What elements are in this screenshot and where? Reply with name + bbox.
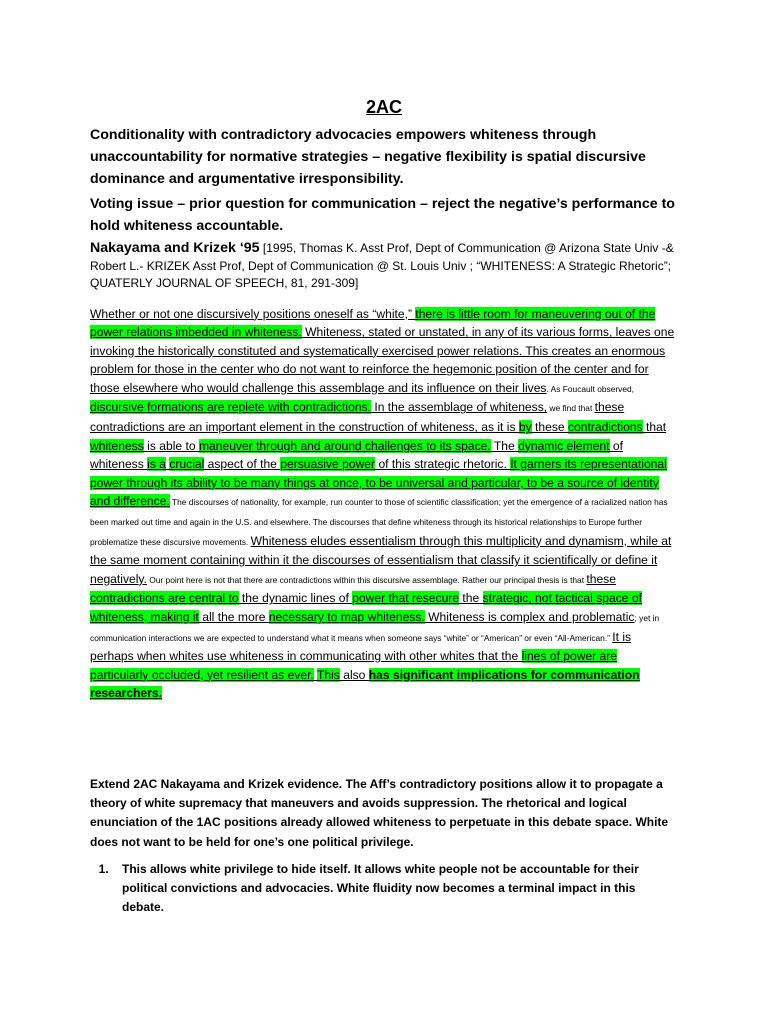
- impact-list: [90, 860, 678, 918]
- card-small-text: Our point here is not that there are contradictions within this discursive assemblage. Rather our principal thesis is that: [146, 574, 587, 585]
- card-text: It is perhaps when whites use whiteness in communicating with other whites that the: [90, 629, 632, 664]
- card-text: In the assemblage of whiteness,: [370, 400, 548, 415]
- card-text: these contradictions are an important element in the construction of whiteness, as it is: [90, 400, 625, 435]
- card-highlight: necessary to map whiteness.: [268, 610, 425, 624]
- evidence-card: [90, 305, 678, 703]
- card-highlight: has significant implications for communication researchers.: [90, 667, 640, 701]
- card-text: of this strategic rhetoric.: [375, 457, 511, 472]
- card-small-text: . As Foucault observed,: [546, 383, 635, 394]
- card-highlight: contradictions: [567, 420, 643, 435]
- card-small-text: we find that: [547, 403, 595, 414]
- card-text: these: [531, 420, 568, 435]
- card-highlight: crucial: [169, 457, 205, 472]
- card-text: Whether or not one discursively positions oneself as “white,”: [90, 306, 416, 321]
- card-text: aspect of the: [204, 457, 281, 472]
- card-highlight: It garners its representational power through its ability to be many things at once, to be universal and particular, to be a source of identity and difference.: [90, 457, 667, 509]
- citation-author: Nakayama and Krizek ‘95: [90, 240, 260, 256]
- card-text: also: [339, 667, 369, 682]
- card-text: Whiteness is complex and problematic: [424, 610, 635, 624]
- card-text: the dynamic lines of: [238, 591, 353, 606]
- tag-line-2: Voting issue – prior question for communication – reject the negative’s performance to hold whiteness accountable.: [90, 196, 675, 234]
- card-small-text: ; yet in communication interactions we are expected to understand what it means when someone says “white” or “American” or even “All-American.”: [90, 613, 660, 643]
- citation: [90, 240, 678, 293]
- card-text: the: [459, 591, 483, 606]
- card-small-text: The discourses of nationality, for example, run counter to those of scientific classification; yet the emergence of a racialized nation has been marked out time and again in the U.S. and elsewhere. The discourses that define whiteness through its historical relationships to Europe further problematize these discursive movements.: [90, 497, 668, 547]
- tag-line-1: Conditionality with contradictory advocacies empowers whiteness through unaccountability for normative strategies – negative flexibility is spatial discursive dominance and argumentative irresponsibility.: [90, 127, 646, 187]
- card-highlight: is a: [147, 457, 166, 472]
- card-text: is able to: [147, 438, 196, 453]
- card-text: all the more: [198, 610, 269, 624]
- card-highlight: dynamic element: [518, 438, 610, 453]
- extension-paragraph: Extend 2AC Nakayama and Krizek evidence. The Aff’s contradictory positions allow it to propagate a theory of white supremacy that maneuvers and avoids suppression. The rhetorical and logical enunciation of the 1AC positions already allowed whiteness to perpetuate in this debate space. White does not want to be held for one’s one political privilege.: [90, 776, 669, 849]
- card-highlight: by: [518, 420, 532, 435]
- card-text: Whiteness, stated or unstated, in any of its various forms, leaves one invoking the historically constituted and systematically exercised power relations. This creates an enormous problem for those in the center who do not want to reinforce the hegemonic position of the center and for those elsewhere who would challenge this assemblage and its influence on their lives: [90, 325, 675, 395]
- card-text: of whiteness: [90, 438, 623, 472]
- card-text: Whiteness eludes essentialism through this multiplicity and dynamism, while at the same moment containing within it the discourses of essentialism that classify it scientifically or define it negatively.: [90, 533, 672, 586]
- card-text: these: [586, 571, 616, 586]
- card-highlight: contradictions are central to: [90, 591, 239, 606]
- card-highlight: persuasive power: [280, 457, 376, 472]
- card-highlight: whiteness: [90, 438, 144, 453]
- card-highlight: This: [317, 667, 340, 682]
- card-highlight: maneuver through and around challenges to its space.: [198, 438, 491, 453]
- document-title: 2AC: [365, 97, 402, 117]
- card-highlight: lines of power are particularly occluded, yet resilient as ever.: [90, 649, 618, 682]
- card-text: that: [642, 420, 667, 435]
- card-highlight: discursive formations are replete with contradictions.: [90, 400, 371, 415]
- card-highlight: there is little room for maneuvering out of the power relations imbedded in whiteness.: [90, 306, 656, 340]
- citation-details: [1995, Thomas K. Asst Prof, Dept of Communication @ Arizona State Univ -& Robert L.- KRIZEK Asst Prof, Dept of Communication @ St. Louis Univ ; “WHITENESS: A Strategic Rhetoric”; QUATERLY JOURNAL OF SPEECH, 81, 291-309]: [90, 241, 674, 290]
- card-highlight: strategic, not tactical space of whiteness, making it: [90, 591, 642, 624]
- list-item: 1. This allows white privilege to hide itself. It allows white people not be accountable for their political convictions and advocacies. White fluidity now becomes a terminal impact in this debate.: [112, 860, 678, 918]
- card-highlight: power that resecure: [352, 591, 460, 606]
- card-text: The: [490, 438, 519, 453]
